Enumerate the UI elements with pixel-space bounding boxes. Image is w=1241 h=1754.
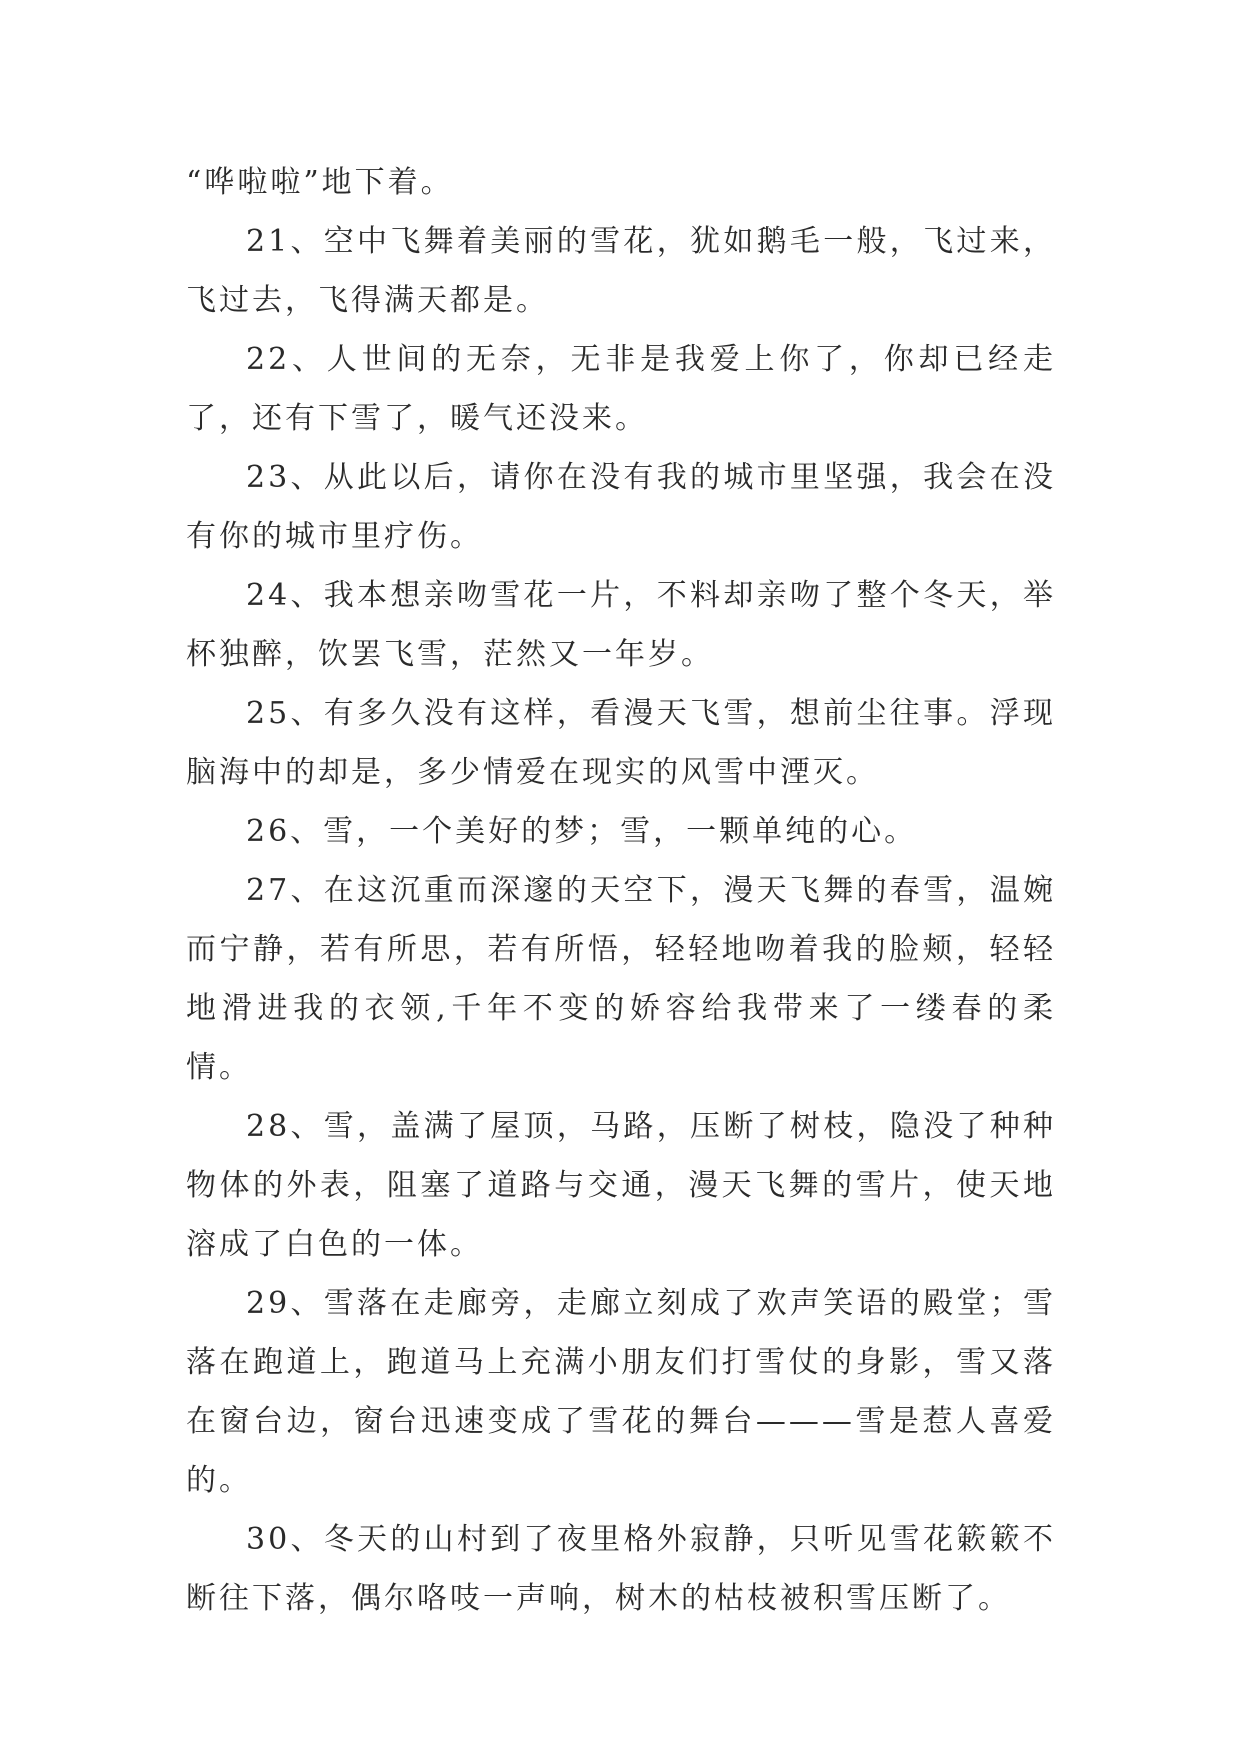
paragraph-24: 24、我本想亲吻雪花一片，不料却亲吻了整个冬天，举杯独醉，饮罢飞雪，茫然又一年岁。: [186, 578, 1056, 672]
paragraph-25: 25、有多久没有这样，看漫天飞雪，想前尘往事。浮现脑海中的却是，多少情爱在现实的风雪中湮灭。: [186, 696, 1056, 790]
paragraph-29: 29、雪落在走廊旁，走廊立刻成了欢声笑语的殿堂；雪落在跑道上，跑道马上充满小朋友们打雪仗的身影，雪又落在窗台边，窗台迅速变成了雪花的舞台———雪是惹人喜爱的。: [186, 1286, 1056, 1498]
paragraph-continuation: “哗啦啦”地下着。: [186, 165, 454, 200]
paragraph-27: 27、在这沉重而深邃的天空下，漫天飞舞的春雪，温婉而宁静，若有所思，若有所悟，轻轻地吻着我的脸颊，轻轻地滑进我的衣领,千年不变的娇容给我带来了一缕春的柔情。: [186, 873, 1056, 1085]
paragraph-26: 26、雪，一个美好的梦；雪，一颗单纯的心。: [246, 814, 918, 849]
paragraph-22: 22、人世间的无奈，无非是我爱上你了，你却已经走了，还有下雪了，暖气还没来。: [186, 342, 1056, 436]
document-body: [186, 153, 1056, 1628]
paragraph-21: 21、空中飞舞着美丽的雪花，犹如鹅毛一般，飞过来，飞过去，飞得满天都是。: [186, 224, 1056, 318]
paragraph-30: 30、冬天的山村到了夜里格外寂静，只听见雪花簌簌不断往下落，偶尔咯吱一声响，树木的枯枝被积雪压断了。: [186, 1522, 1056, 1616]
paragraph-28: 28、雪，盖满了屋顶，马路，压断了树枝，隐没了种种物体的外表，阻塞了道路与交通，漫天飞舞的雪片，使天地溶成了白色的一体。: [186, 1109, 1056, 1262]
paragraph-23: 23、从此以后，请你在没有我的城市里坚强，我会在没有你的城市里疗伤。: [186, 460, 1056, 554]
